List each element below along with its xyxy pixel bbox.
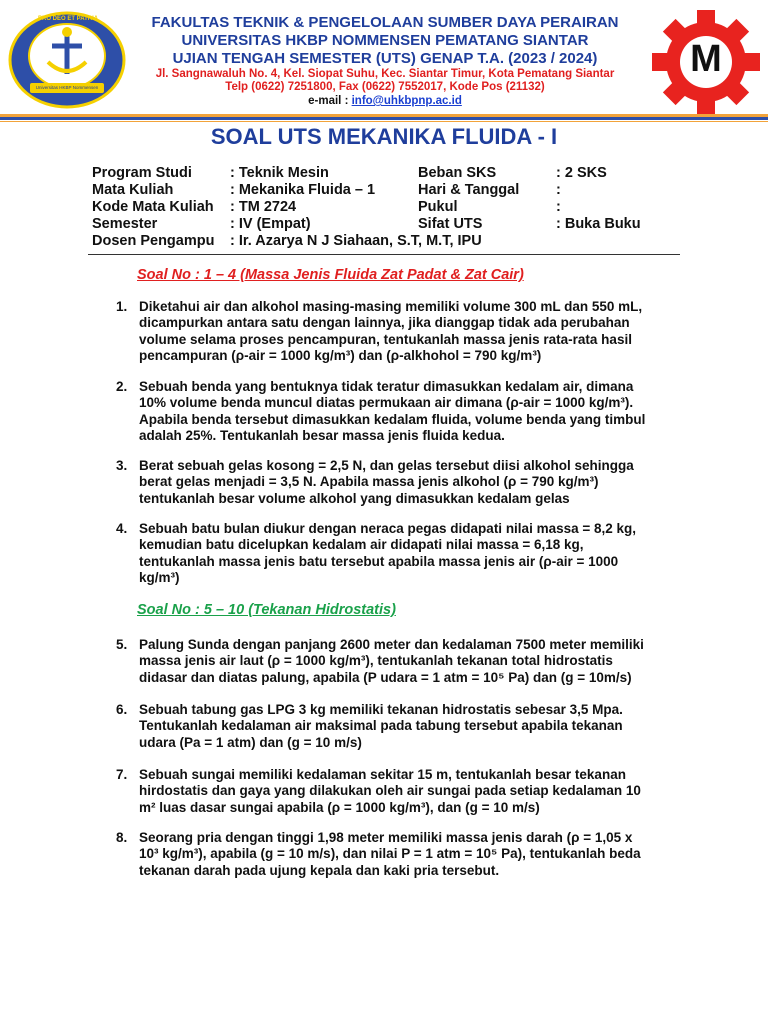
email-link[interactable]: info@uhkbpnp.ac.id: [351, 95, 462, 107]
question-number: 7.: [116, 767, 128, 782]
info-value-date: :: [556, 182, 561, 198]
logo-motto-text: PRO DEO ET PATRIA: [38, 16, 99, 22]
info-label-lecturer: Dosen Pengampu: [92, 233, 215, 249]
info-label-date: Hari & Tanggal: [418, 182, 520, 198]
email-label: e-mail :: [308, 95, 352, 107]
address: Jl. Sangnawaluh No. 4, Kel. Siopat Suhu, Kec. Siantar Timur, Kota Pematang Siantar: [155, 68, 615, 80]
question-number: 3.: [116, 458, 128, 473]
info-value-time: :: [556, 199, 561, 215]
info-divider: [88, 254, 680, 255]
question-text: Sebuah batu bulan diukur dengan neraca pegas didapati nilai massa = 8,2 kg, kemudian batu dicelupkan kedalam air didapati nilai massa = 6,18 kg, tentukanlah massa jenis batu tersebut apabila massa jenis air (ρ-air = 1000 kg/m³): [139, 521, 637, 586]
faculty-gear-logo: [650, 8, 762, 116]
info-value-semester: : IV (Empat): [230, 216, 311, 232]
question-number: 5.: [116, 637, 128, 652]
faculty-name: FAKULTAS TEKNIK & PENGELOLAAN SUMBER DAYA PERAIRAN: [151, 14, 619, 31]
question-number: 1.: [116, 299, 128, 314]
question-text: Sebuah sungai memiliki kedalaman sekitar 15 m, tentukanlah besar tekanan hirdostatis dan gaya yang dilakukan oleh air sungai pada setiap kedalaman 10 m² luas dasar sungai apabila (ρ = 1000 kg/m³), dan (g = 10 m/s): [139, 767, 641, 815]
info-label-credits: Beban SKS: [418, 165, 497, 181]
logo-letter: M: [690, 38, 722, 80]
header-divider-blue: [0, 117, 768, 120]
question-number: 8.: [116, 830, 128, 845]
info-value-lecturer: : Ir. Azarya N J Siahaan, S.T, M.T, IPU: [230, 233, 482, 249]
info-label-exam-type: Sifat UTS: [418, 216, 483, 232]
question-number: 6.: [116, 702, 128, 717]
question-number: 2.: [116, 379, 128, 394]
university-logo: [8, 10, 126, 110]
info-label-course: Mata Kuliah: [92, 182, 174, 198]
page-title: SOAL UTS MEKANIKA FLUIDA - I: [210, 124, 558, 149]
question-number: 4.: [116, 521, 128, 536]
exam-name: UJIAN TENGAH SEMESTER (UTS) GENAP T.A. (2023 / 2024): [172, 50, 598, 67]
phone: Telp (0622) 7251800, Fax (0622) 7552017, Kode Pos (21132): [225, 81, 545, 93]
info-label-code: Kode Mata Kuliah: [92, 199, 214, 215]
info-value-program: : Teknik Mesin: [230, 165, 329, 181]
info-label-semester: Semester: [92, 216, 158, 232]
info-value-credits: : 2 SKS: [556, 165, 607, 181]
info-label-program: Program Studi: [92, 165, 192, 181]
question-text: Sebuah tabung gas LPG 3 kg memiliki tekanan hidrostatis sebesar 3,5 Mpa. Tentukanlah kedalaman air maksimal pada tabung tersebut apabila tekanan udara (Pa = 1 atm) dan (g = 10 m/s): [139, 702, 623, 750]
question-text: Diketahui air dan alkohol masing-masing memiliki volume 300 mL dan 550 mL, dicampurkan antara satu dengan lainnya, jika dianggap tidak ada perubahan volume selama proses pencampuran, tentukanlah massa jenis rata-rata hasil pencampuran (ρ-air = 1000 kg/m³) dan (ρ-alkhohol = 790 kg/m³): [139, 299, 643, 364]
question-text: Sebuah benda yang bentuknya tidak teratur dimasukkan kedalam air, dimana 10% volume benda muncul diatas permukaan air dimana (ρ-air = 1000 kg/m³). Apabila benda tersebut dimasukkan kedalam fluida, volume benda yang timbul adalah 25%. Tentukanlah besar massa jenis fluida kedua.: [139, 379, 646, 444]
email-line: [140, 95, 630, 107]
section-heading-pressure: Soal No : 5 – 10 (Tekanan Hidrostatis): [137, 602, 396, 618]
question-text: Berat sebuah gelas kosong = 2,5 N, dan gelas tersebut diisi alkohol sehingga berat gelas menjadi = 3,5 N. Apabila massa jenis alkohol (ρ = 790 kg/m³) tentukanlah besar volume alkohol yang dimasukkan kedalam gelas: [139, 458, 634, 506]
info-label-time: Pukul: [418, 199, 458, 215]
question-text: Palung Sunda dengan panjang 2600 meter dan kedalaman 7500 meter memiliki massa jenis air laut (ρ = 1000 kg/m³), tentukanlah tekanan total hidrostatis didasar dan diatas palung, apabila (P udara = 1 atm = 10⁵ Pa) dan (g = 10m/s): [139, 637, 644, 685]
logo-name-text: Universitas HKBP Nommensen: [35, 85, 99, 90]
header-divider-thin: [0, 121, 768, 122]
university-name: UNIVERSITAS HKBP NOMMENSEN PEMATANG SIANTAR: [181, 32, 589, 49]
question-text: Seorang pria dengan tinggi 1,98 meter memiliki massa jenis darah (ρ = 1,05 x 10³ kg/m³), apabila (g = 10 m/s), dan nilai P = 1 atm = 10⁵ Pa), tentukanlah beda tekanan darah pada ujung kepala dan kaki pria tersebut.: [139, 830, 641, 878]
info-value-exam-type: : Buka Buku: [556, 216, 641, 232]
info-value-code: : TM 2724: [230, 199, 297, 215]
section-heading-density: Soal No : 1 – 4 (Massa Jenis Fluida Zat Padat & Zat Cair): [137, 267, 524, 283]
info-value-course: : Mekanika Fluida – 1: [230, 182, 376, 198]
